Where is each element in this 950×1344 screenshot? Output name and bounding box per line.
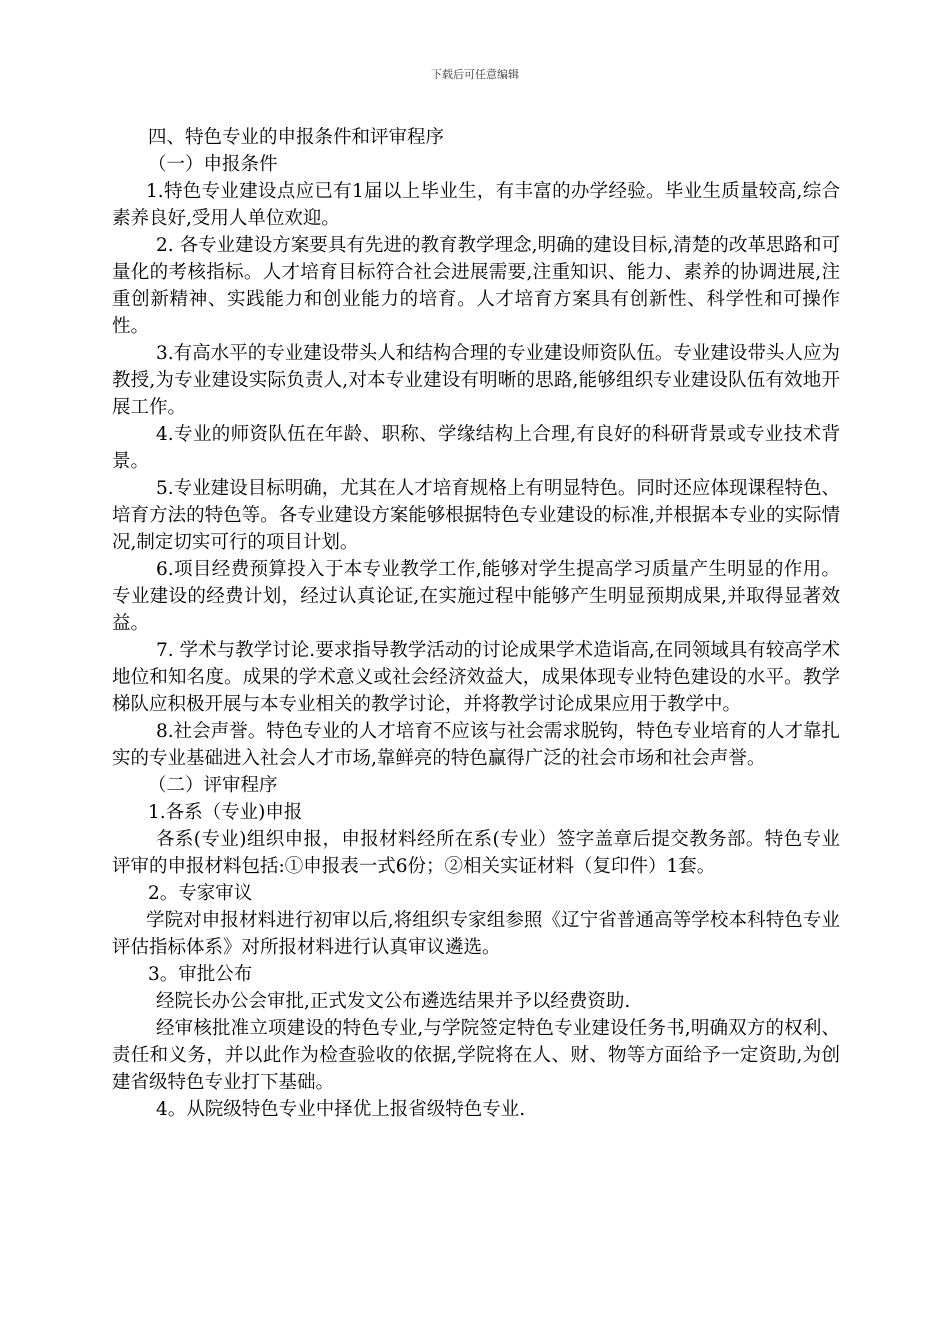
paragraph-5: 5.专业建设目标明确，尤其在人才培育规格上有明显特色。同时还应体现课程特色、培育方法的特色等。各专业建设方案能够根据特色专业建设的标准,并根据本专业的实际情况,制定切实可行的项目计划。 <box>112 478 840 553</box>
step-3-paragraph-1: 经院长办公会审批,正式发文公布遴选结果并予以经费资助. <box>156 991 631 1012</box>
step-2-paragraph: 学院对申报材料进行初审以后,将组织专家组参照《辽宁省普通高等学校本科特色专业评估指标体系》对所报材料进行认真审议遴选。 <box>112 910 840 958</box>
step-4-title: 4。从院级特色专业中择优上报省级特色专业. <box>156 1099 526 1120</box>
step-2-title: 2。专家审议 <box>148 883 253 904</box>
subsection-title-1: （一）申报条件 <box>148 154 278 175</box>
paragraph-3: 3.有高水平的专业建设带头人和结构合理的专业建设师资队伍。专业建设带头人应为教授,为专业建设实际负责人,对本专业建设有明晰的思路,能够组织专业建设队伍有效地开展工作。 <box>112 343 840 418</box>
paragraph-2: 2. 各专业建设方案要具有先进的教育教学理念,明确的建设目标,清楚的改革思路和可量化的考核指标。人才培育目标符合社会进展需要,注重知识、能力、素养的协调进展,注重创新精神、实践能力和创业能力的培育。人才培育方案具有创新性、科学性和可操作性。 <box>112 235 840 337</box>
step-1-paragraph: 各系(专业)组织申报，申报材料经所在系(专业）签字盖章后提交教务部。特色专业评审的申报材料包括:①申报表一式6份；②相关实证材料（复印件）1套。 <box>112 829 840 877</box>
step-1-title: 1.各系（专业)申报 <box>148 802 303 823</box>
paragraph-1: 1.特色专业建设点应已有1届以上毕业生，有丰富的办学经验。毕业生质量较高,综合素养良好,受用人单位欢迎。 <box>112 181 840 229</box>
step-3-paragraph-2: 经审核批准立项建设的特色专业,与学院签定特色专业建设任务书,明确双方的权利、责任和义务，并以此作为检查验收的依据,学院将在人、财、物等方面给予一定资助,为创建省级特色专业打下基础。 <box>112 1018 840 1093</box>
paragraph-4: 4.专业的师资队伍在年龄、职称、学缘结构上合理,有良好的科研背景或专业技术背景。 <box>112 424 840 472</box>
paragraph-7: 7. 学术与教学讨论.要求指导教学活动的讨论成果学术造诣高,在同领域具有较高学术地位和知名度。成果的学术意义或社会经济效益大，成果体现专业特色建设的水平。教学梯队应积极开展与本专业相关的教学讨论，并将教学讨论成果应用于教学中。 <box>112 640 840 715</box>
section-title: 四、特色专业的申报条件和评审程序 <box>148 127 445 148</box>
step-3-title: 3。审批公布 <box>148 964 253 985</box>
document-body <box>112 124 840 1123</box>
page-header: 下载后可任意编辑 <box>431 68 519 81</box>
paragraph-6: 6.项目经费预算投入于本专业教学工作,能够对学生提高学习质量产生明显的作用。专业建设的经费计划，经过认真论证,在实施过程中能够产生明显预期成果,并取得显著效益。 <box>112 559 840 634</box>
paragraph-8: 8.社会声誉。特色专业的人才培育不应该与社会需求脱钩，特色专业培育的人才靠扎实的专业基础进入社会人才市场,靠鲜亮的特色赢得广泛的社会市场和社会声誉。 <box>112 721 840 769</box>
subsection-title-2: （二）评审程序 <box>148 775 278 796</box>
